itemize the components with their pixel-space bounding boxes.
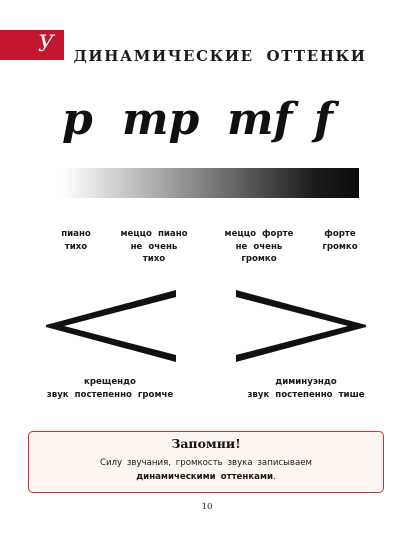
label-piano-term: пиано [61,229,91,239]
label-mezzo-piano-term: меццо пиано [120,229,188,239]
remember-text-line-1: Силу звучания, громкость звука записываем [99,458,313,468]
label-mezzo-forte-meaning-2: громко [241,254,277,264]
label-mezzo-piano-meaning-1: не очень [130,241,178,252]
label-piano [48,228,104,253]
dynamic-mark-mf: mf [227,94,293,145]
dynamic-mark-p: p [62,94,93,145]
remember-box [28,431,384,493]
remember-period: . [273,472,276,482]
label-piano-meaning: тихо [64,241,88,252]
label-mezzo-piano-meaning-2: тихо [142,254,166,264]
crescendo-meaning: звук постепенно громче [46,390,174,400]
page-number: 10 [201,502,213,512]
chapter-letter: У [38,32,54,57]
page-title: ДИНАМИЧЕСКИЕ ОТТЕНКИ [73,47,367,65]
dynamic-mark-f: f [314,94,333,145]
crescendo-hairpin-icon [46,290,176,362]
label-forte-term: форте [324,229,356,239]
label-mezzo-piano [112,228,196,266]
crescendo-caption [40,376,180,402]
crescendo-term: крещендо [84,377,136,387]
remember-heading: Запомни! [171,436,241,451]
diminuendo-meaning: звук постепенно тише [247,390,365,400]
remember-text-line-2 [29,471,383,484]
dynamic-mark-mp: mp [122,94,200,145]
label-mezzo-forte-term: меццо форте [224,229,294,239]
label-mezzo-forte [214,228,304,266]
loudness-gradient-bar [63,168,359,198]
diminuendo-hairpin-icon [236,290,366,362]
diminuendo-term: диминуэндо [275,377,337,387]
label-mezzo-forte-meaning-1: не очень [235,241,283,252]
label-forte [312,228,368,253]
label-forte-meaning: громко [322,241,358,252]
remember-bold-term: динамическими оттенками [136,472,274,482]
diminuendo-caption [236,376,376,402]
